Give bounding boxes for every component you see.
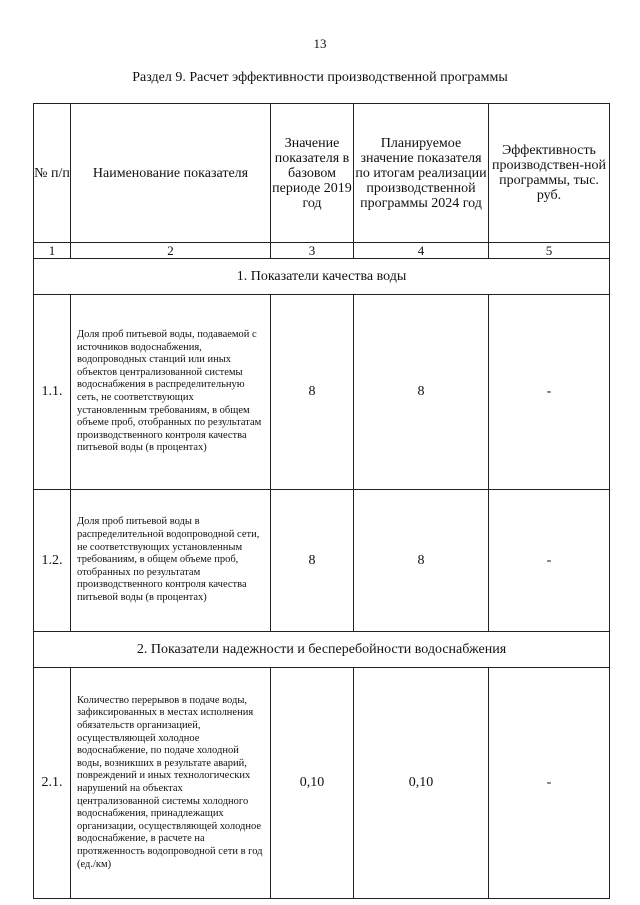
row-number: 2.1. — [34, 668, 71, 899]
header-name: Наименование показателя — [71, 104, 271, 243]
header-num: № п/п — [34, 104, 71, 243]
planned-value: 8 — [354, 490, 489, 632]
page-number: 13 — [313, 36, 327, 51]
efficiency-table — [33, 103, 610, 899]
table-row — [34, 668, 610, 899]
indicator-name: Доля проб питьевой воды в распределительной водопроводной сети, не соответствующих установленным требованиям, в общем объеме проб, отобранных по результатам производственного контроля качества питьевой воды (в процентах) — [71, 490, 271, 632]
column-number-row — [34, 243, 610, 259]
column-number: 5 — [489, 243, 610, 259]
header-efficiency: Эффективность производствен-ной программы, тыс. руб. — [489, 104, 610, 243]
group-header-row — [34, 632, 610, 668]
efficiency-value: - — [489, 490, 610, 632]
base-value: 8 — [271, 295, 354, 490]
group-title: 2. Показатели надежности и бесперебойности водоснабжения — [34, 632, 610, 668]
base-value: 8 — [271, 490, 354, 632]
header-base-value: Значение показателя в базовом периоде 2019 год — [271, 104, 354, 243]
header-planned-value: Планируемое значение показателя по итогам реализации производственной программы 2024 год — [354, 104, 489, 243]
efficiency-value: - — [489, 295, 610, 490]
row-number: 1.2. — [34, 490, 71, 632]
group-header-row — [34, 259, 610, 295]
column-number: 4 — [354, 243, 489, 259]
planned-value: 8 — [354, 295, 489, 490]
table-row — [34, 295, 610, 490]
table-row — [34, 490, 610, 632]
indicator-name: Количество перерывов в подаче воды, зафиксированных в местах исполнения обязательств организацией, осуществляющей холодное водоснабжение, по подаче холодной воды, возникших в результате аварий, повреждений и иных технологических нарушений на объектах централизованной системы холодного водоснабжения, принадлежащих организации, осуществляющей холодное водоснабжение, в расчете на протяженность водопроводной сети в год (ед./км) — [71, 668, 271, 899]
base-value: 0,10 — [271, 668, 354, 899]
group-title: 1. Показатели качества воды — [34, 259, 610, 295]
table-header-row — [34, 104, 610, 243]
column-number: 1 — [34, 243, 71, 259]
row-number: 1.1. — [34, 295, 71, 490]
section-title: Раздел 9. Расчет эффективности производственной программы — [132, 70, 508, 85]
column-number: 2 — [71, 243, 271, 259]
efficiency-value: - — [489, 668, 610, 899]
indicator-name: Доля проб питьевой воды, подаваемой с источников водоснабжения, водопроводных станций или иных объектов централизованной системы водоснабжения в распределительную сеть, не соответствующих установленным требованиям, в общем объеме проб, отобранных по результатам производственного контроля качества питьевой воды (в процентах) — [71, 295, 271, 490]
column-number: 3 — [271, 243, 354, 259]
planned-value: 0,10 — [354, 668, 489, 899]
